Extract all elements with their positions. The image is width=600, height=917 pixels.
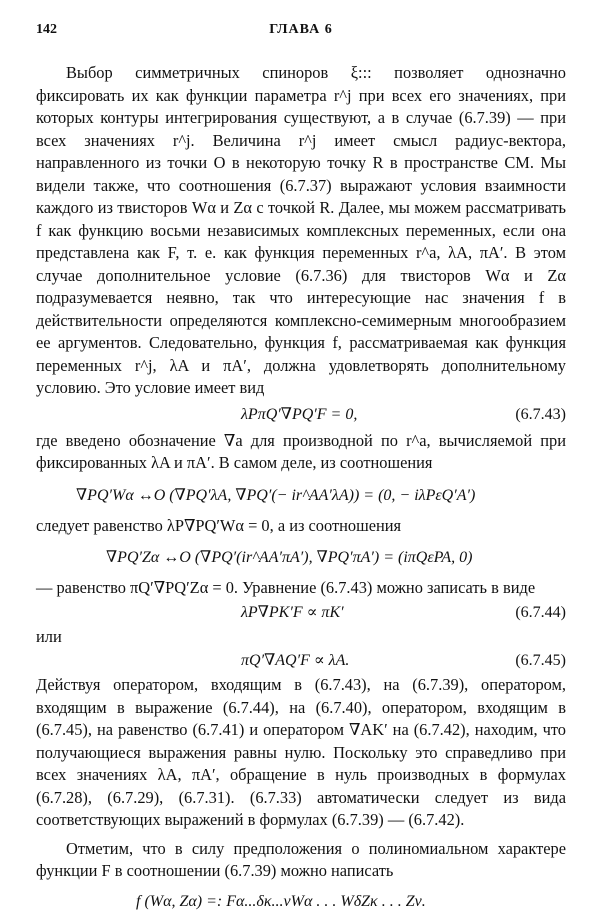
equation-formula: ∇PQ′Zα ↔O (∇PQ′(ir^AA′πA′), ∇PQ′πA′) = (iπQεPA, 0) <box>106 549 473 566</box>
equation-formula: λP∇PK′F ∝ πK′ <box>241 603 344 621</box>
equation-6-7-43 <box>36 402 566 430</box>
body-text <box>36 62 566 917</box>
paragraph-3: следует равенство λP∇PQ′Wα = 0, а из соотношения <box>36 515 402 535</box>
equation-formula: f (Wα, Zα) =: Fα...δκ...νWα . . . WδZκ . . . Zν. <box>136 892 426 910</box>
paragraph-4: — равенство πQ′∇PQ′Zα = 0. Уравнение (6.7.43) можно записать в виде <box>36 578 536 597</box>
equation-number: (6.7.45) <box>515 652 566 669</box>
equation-number: (6.7.44) <box>515 603 566 621</box>
equation-polynomial <box>36 883 566 917</box>
equation-formula: πQ′∇AQ′F ∝ λA. <box>241 652 350 669</box>
equation-formula: λPπQ′∇PQ′F = 0, <box>241 405 358 423</box>
equation-wa <box>36 475 566 515</box>
page-header <box>36 22 566 42</box>
paragraph-7: Отметим, что в силу предположения о полиномиальном характере функции F в соотношении (6.7.39) можно написать <box>36 838 566 880</box>
equation-6-7-44 <box>36 600 566 626</box>
paragraph-6: Действуя оператором, входящим в (6.7.43), на (6.7.39), оператором, входящим в выражение (6.7.44), на (6.7.40), оператором, входящим в (6.7.45), на равенство (6.7.41) и оператором ∇AK′ на (6.7.42), находим, что получающиеся выражения равны нулю. Поскольку это справедливо при всех значениях λA, πA′, обращение в нуль производных в формулах (6.7.28), (6.7.29), (6.7.31). (6.7.33) автоматически следует из вида соответствующих выражений в формулах (6.7.39) — (6.7.42). <box>36 675 566 829</box>
chapter-title: ГЛАВА 6 <box>269 22 333 37</box>
equation-number: (6.7.43) <box>515 405 566 423</box>
equation-6-7-45 <box>36 648 566 674</box>
paragraph-1: Выбор симметричных спиноров ξ::: позволяет однозначно фиксировать их как функции параметра r^j при всех его значениях, при которых контуры интегрирования существуют, а в случае (6.7.39) — при всех значениях r^j. Величина r^j имеет смысл радиус-вектора, направленного из точки O в некоторую точку R в пространстве CM. Мы видели также, что соотношения (6.7.37) выражают условия взаимности каждого из твисторов Wα и Zα с точкой R. Далее, мы можем рассматривать f как функцию восьми независимых комплексных переменных, если она представлена как F, т. е. как функция переменных r^a, λA, πA′. В этом случае дополнительное условие (6.7.36) для твисторов Wα и Zα подразумевается неявно, так что интересующие нас значения f в действительности определяются комплексно-семимерным многообразием ее аргументов. Следовательно, функция f, рассматриваемая как функция переменных r^j, λA и πA′, должна удовлетворять дополнительному условию. Это условие имеет вид <box>36 63 566 397</box>
paragraph-2: где введено обозначение ∇a для производной по r^a, вычисляемой при фиксированных λA и πA′. В самом деле, из соотношения <box>36 430 566 472</box>
equation-za <box>36 537 566 577</box>
equation-formula: ∇PQ′Wα ↔O (∇PQ′λA, ∇PQ′(− ir^AA′λA)) = (0, − iλPεQ′A′) <box>76 486 476 504</box>
paragraph-5: или <box>36 626 62 646</box>
page-number: 142 <box>36 22 57 37</box>
